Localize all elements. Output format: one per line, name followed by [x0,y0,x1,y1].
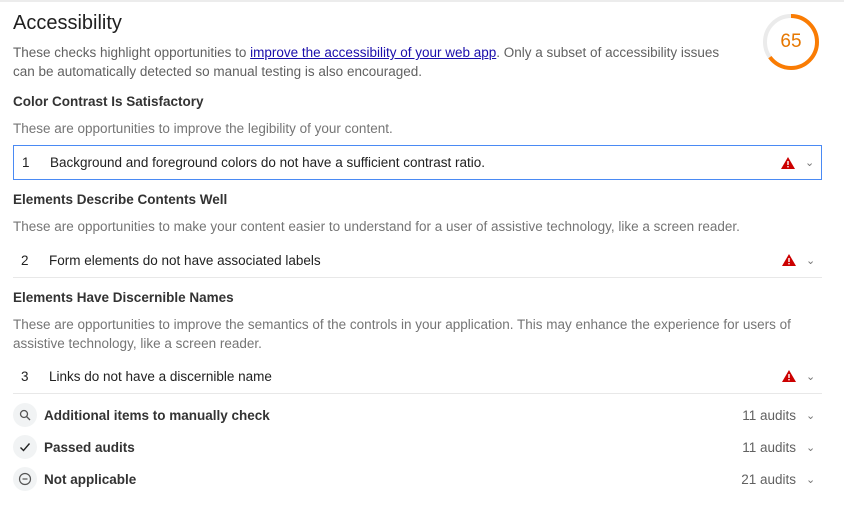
group-title: Color Contrast Is Satisfactory [13,94,204,109]
audit-count: 11 audits [742,407,796,423]
audit-number: 1 [22,155,30,170]
audit-text: Links do not have a discernible name [49,368,272,384]
audit-text: Form elements do not have associated labels [49,252,321,268]
top-divider [0,0,844,2]
chevron-down-icon[interactable]: ⌄ [806,254,816,267]
warning-icon [781,157,795,169]
search-icon [13,403,37,427]
chevron-down-icon[interactable]: ⌄ [806,370,816,383]
desc-text-post: . Only a subset of accessibility issues can be automatically detected so manual testing is also encouraged. [13,45,720,79]
not-applicable-group[interactable] [13,464,822,494]
group-description: These are opportunities to improve the semantics of the controls in your application. This may enhance the experience for users of assistive technology, like a screen reader. [13,317,791,351]
minus-circle-icon [13,467,37,491]
summary-label: Passed audits [44,439,135,455]
group-title: Elements Describe Contents Well [13,192,228,207]
audit-number: 2 [21,252,29,268]
passed-audits-group[interactable] [13,432,822,462]
chevron-down-icon[interactable]: ⌄ [806,473,816,486]
audit-count: 11 audits [742,439,796,455]
summary-label: Not applicable [44,471,137,487]
audit-item[interactable] [13,243,822,278]
group-title: Elements Have Discernible Names [13,290,234,305]
group-description: These are opportunities to improve the legibility of your content. [13,121,393,136]
chevron-down-icon[interactable]: ⌄ [805,157,815,169]
page-title: Accessibility [13,12,122,34]
accessibility-link[interactable]: improve the accessibility of your web app [250,45,497,60]
score-value: 65 [780,31,802,52]
audit-number: 3 [21,368,29,384]
warning-icon [782,370,796,382]
category-description [13,43,733,81]
audit-item[interactable] [13,145,822,180]
chevron-down-icon[interactable]: ⌄ [806,441,816,454]
chevron-down-icon[interactable]: ⌄ [806,409,816,422]
warning-icon [782,254,796,266]
summary-label: Additional items to manually check [44,407,270,423]
desc-text: These checks highlight opportunities to [13,45,251,60]
audit-item[interactable] [13,359,822,394]
audit-text: Background and foreground colors do not have a sufficient contrast ratio. [50,155,486,170]
group-description: These are opportunities to make your content easier to understand for a user of assistive technology, like a screen reader. [13,219,740,234]
manual-check-group[interactable] [13,400,822,430]
audit-count: 21 audits [741,471,796,487]
check-icon [13,435,37,459]
